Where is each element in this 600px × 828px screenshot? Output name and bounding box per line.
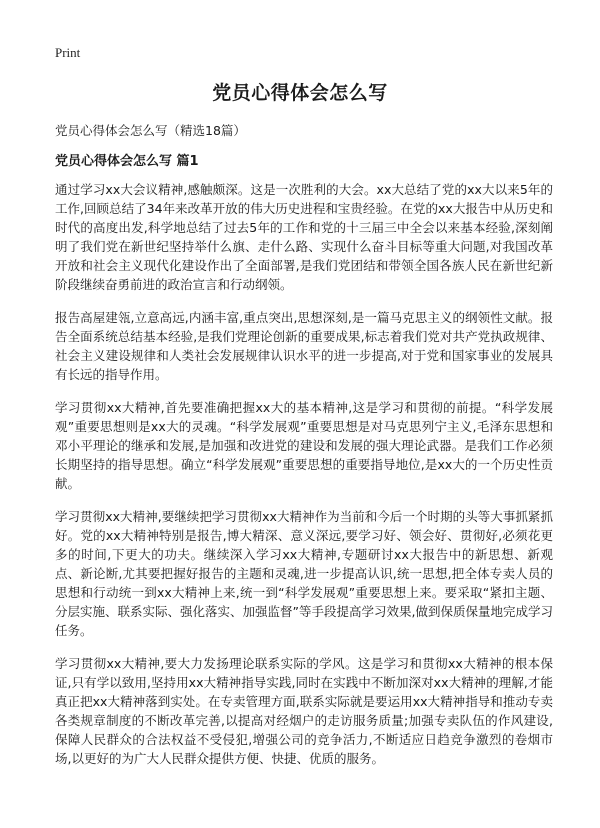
article-body: [55, 180, 553, 782]
paragraph-3: 学习贯彻xx大精神,首先要准确把握xx大的基本精神,这是学习和贯彻的前提。“科学发展观”重要思想则是xx大的灵魂。“科学发展观”重要思想是对马克思列宁主义,毛泽东思想和邓小平理论的继承和发展,是加强和改进党的建设和发展的强大理论武器。是我们工作必须长期坚持的指导思想。确立“科学发展观”重要思想的重要指导地位,是xx大的一个历史性贡献。: [55, 400, 553, 491]
paragraph-4: 学习贯彻xx大精神,要继续把学习贯彻xx大精神作为当前和今后一个时期的头等大事抓紧抓好。党的xx大精神特别是报告,博大精深、意义深远,要学习好、领会好、贯彻好,必须花更多的时间,下更大的功夫。继续深入学习xx大精神,专题研讨xx大报告中的新思想、新观点、新论断,尤其要把握好报告的主题和灵魂,进一步提高认识,统一思想,把全体专卖人员的思想和行动统一到xx大精神上来,统一到“科学发展观”重要思想上来。要采取“紧扣主题、分层实施、联系实际、强化落实、加强监督”等手段提高学习效果,做到保质保量地完成学习任务。: [55, 509, 553, 638]
print-link[interactable]: Print: [55, 45, 81, 60]
document-subtitle: 党员心得体会怎么写（精选18篇）: [55, 123, 246, 138]
paragraph-5: 学习贯彻xx大精神,要大力发扬理论联系实际的学风。这是学习和贯彻xx大精神的根本保证,只有学以致用,坚持用xx大精神指导实践,同时在实践中不断加深对xx大精神的理解,才能真正把xx大精神落到实处。在专卖管理方面,联系实际就是要运用xx大精神指导和推动专卖各类规章制度的不断改革完善,以提高对经烟户的走访服务质量;加强专卖队伍的作风建设,保障人民群众的合法权益不受侵犯,增强公司的竞争活力,不断适应日趋竞争激烈的卷烟市场,以更好的为广大人民群众提供方便、快捷、优质的服务。: [55, 656, 553, 766]
paragraph-2: 报告高屋建瓴,立意高远,内涵丰富,重点突出,思想深刻,是一篇马克思主义的纲领性文献。报告全面系统总结基本经验,是我们党理论创新的重要成果,标志着我们党对共产党执政规律、社会主义建设规律和人类社会发展规律认识水平的进一步提高,对于党和国家事业的发展具有长远的指导作用。: [55, 310, 553, 382]
paragraph-1: 通过学习xx大会议精神,感触颇深。这是一次胜利的大会。xx大总结了党的xx大以来5年的工作,回顾总结了34年来改革开放的伟大历史进程和宝贵经验。在党的xx大报告中从历史和时代的高度出发,科学地总结了过去5年的工作和党的十三届三中全会以来基本经验,深刻阐明了我们党在新世纪坚持举什么旗、走什么路、实现什么奋斗目标等重大问题,对我国改革开放和社会主义现代化建设作出了全面部署,是我们党团结和带领全国各族人民在新世纪新阶段继续奋勇前进的政治宣言和行动纲领。: [55, 182, 553, 292]
section-heading: 党员心得体会怎么写 篇1: [55, 154, 199, 169]
page-title: 党员心得体会怎么写: [212, 82, 388, 104]
